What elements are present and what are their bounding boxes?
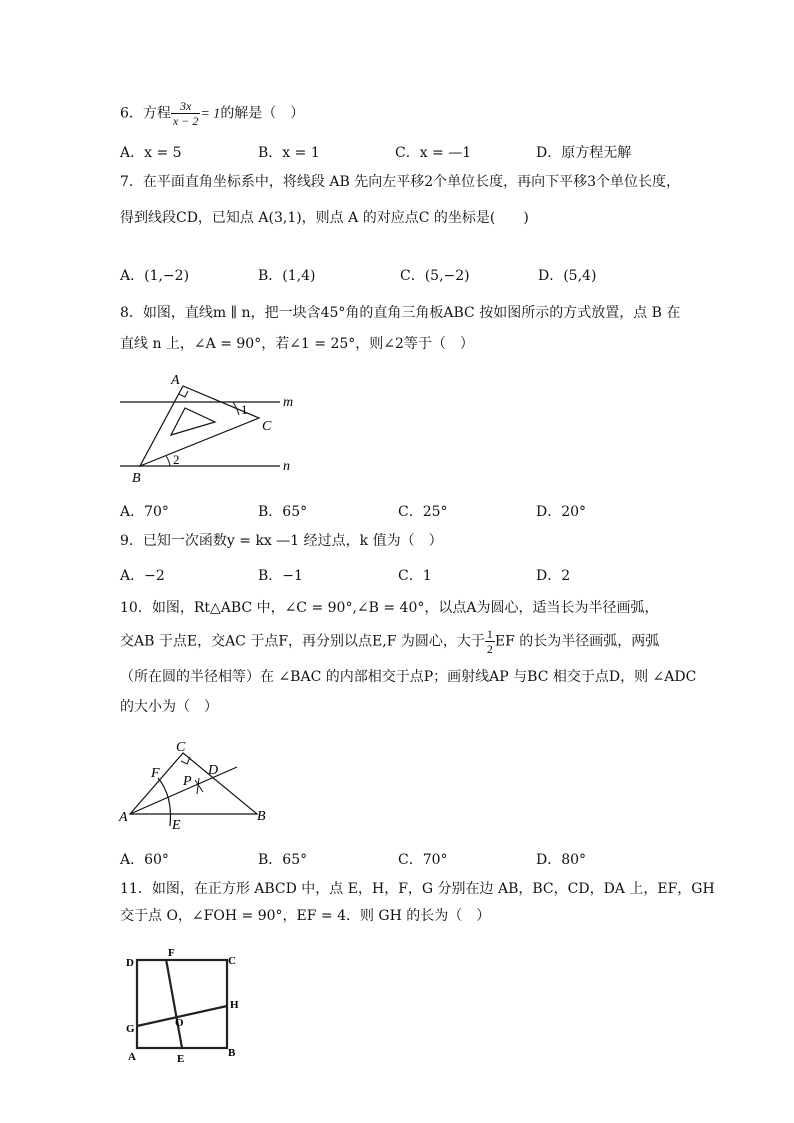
q9-option-a[interactable]: A．−2 [120, 568, 165, 584]
q10-line2-part1: 交AB 于点E，交AC 于点F，再分别以点E,F 为圆心，大于 [120, 633, 485, 650]
q8-label-m: m [283, 395, 294, 410]
q10-triangle [130, 753, 257, 814]
q10-label-b: B [257, 809, 266, 824]
q6-option-a[interactable]: A．x = 5 [120, 145, 182, 161]
q9-stem: 9．已知一次函数y = kx —1 经过点，k 值为（ ） [120, 533, 443, 549]
q10-option-b[interactable]: B．65° [258, 852, 308, 868]
q6-frac-numerator: 3x [171, 99, 200, 114]
q7-stem-line2: 得到线段CD，已知点 A(3,1)，则点 A 的对应点C 的坐标是( ) [120, 210, 529, 226]
q9-option-b[interactable]: B．−1 [258, 568, 303, 584]
q10-label-d: D [208, 763, 219, 778]
q10-stem-line2 [120, 627, 659, 656]
q6-equals: = 1 [200, 106, 221, 122]
q10-option-c[interactable]: C．70° [398, 852, 448, 868]
q10-label-a: A [119, 810, 128, 825]
q6-fraction [171, 99, 200, 128]
q11-stem-line2: 交于点 O，∠FOH = 90°，EF = 4．则 GH 的长为（ ） [120, 908, 491, 924]
q6-option-d[interactable]: D．原方程无解 [536, 145, 632, 161]
q8-angle2-arc [166, 456, 170, 466]
q6-option-c[interactable]: C．x = —1 [395, 145, 472, 161]
q7-stem-line1: 7．在平面直角坐标系中，将线段 AB 先向左平移2个单位长度，再向下平移3个单位长度， [120, 174, 681, 190]
q8-triangle-inner [171, 408, 215, 435]
q8-label-c: C [262, 419, 272, 434]
q9-option-c[interactable]: C．1 [398, 568, 432, 584]
q6-stem [120, 99, 304, 128]
q11-label-h: H [230, 999, 239, 1011]
q11-label-g: G [126, 1023, 135, 1035]
q10-arc-ef [158, 778, 171, 826]
q8-option-d[interactable]: D．20° [536, 504, 587, 520]
q10-fraction [485, 627, 495, 656]
q10-line2-part2: EF 的长为半径画弧，两弧 [494, 633, 660, 650]
q7-option-b[interactable]: B．(1,4) [258, 268, 316, 284]
q7-option-a[interactable]: A．(1,−2) [120, 268, 190, 284]
q8-label-angle1: 1 [241, 402, 248, 417]
q8-figure-triangle [115, 368, 305, 486]
q10-label-p: P [183, 774, 192, 789]
q8-label-angle2: 2 [173, 452, 180, 467]
q7-option-d[interactable]: D．(5,4) [538, 268, 597, 284]
q11-label-b: B [228, 1047, 236, 1059]
q11-label-d: D [126, 957, 134, 969]
q10-option-d[interactable]: D．80° [536, 852, 587, 868]
q8-stem-line1: 8．如图，直线m ∥ n，把一块含45°角的直角三角板ABC 按如图所示的方式放置，点 B 在 [120, 305, 681, 321]
q8-label-n: n [283, 459, 290, 474]
q11-label-a: A [128, 1051, 136, 1063]
q6-frac-denominator: x − 2 [172, 114, 199, 128]
q11-label-e: E [177, 1053, 185, 1065]
q10-frac-numerator: 1 [486, 627, 493, 641]
q6-option-b[interactable]: B．x = 1 [258, 145, 320, 161]
q10-arc-intersection-p [195, 778, 203, 794]
q11-segment-ef [166, 959, 182, 1048]
q10-stem-line1: 10．如图，Rt△ABC 中，∠C = 90°,∠B = 40°，以点A为圆心，适当长为半径画弧， [120, 600, 659, 616]
q8-stem-line2: 直线 n 上，∠A = 90°，若∠1 = 25°，则∠2等于（ ） [120, 336, 474, 352]
q8-label-a: A [171, 373, 180, 388]
q6-prefix: 6．方程 [120, 105, 171, 122]
q11-label-f: F [168, 947, 175, 959]
q10-label-f: F [151, 766, 160, 781]
q10-figure-triangle [115, 734, 275, 834]
q11-stem-line1: 11．如图，在正方形 ABCD 中，点 E，H，F，G 分别在边 AB，BC，CD，DA 上，EF，GH [120, 881, 715, 897]
q10-label-e: E [172, 818, 181, 833]
q7-option-c[interactable]: C．(5,−2) [400, 268, 470, 284]
q11-square [137, 960, 227, 1048]
q10-frac-denominator: 2 [486, 642, 493, 656]
q8-option-b[interactable]: B．65° [258, 504, 308, 520]
q10-stem-line3: （所在圆的半径相等）在 ∠BAC 的内部相交于点P；画射线AP 与BC 相交于点D，则 ∠ADC [120, 669, 697, 685]
q10-stem-line4: 的大小为（ ） [120, 699, 218, 715]
q9-option-d[interactable]: D．2 [536, 568, 571, 584]
q8-option-a[interactable]: A．70° [120, 504, 169, 520]
q10-label-c: C [176, 740, 186, 755]
q11-figure-square [122, 944, 247, 1066]
q8-option-c[interactable]: C．25° [398, 504, 448, 520]
q11-label-c: C [228, 955, 236, 967]
q8-label-b: B [132, 471, 141, 486]
q6-suffix: 的解是（ ） [220, 105, 305, 122]
q11-label-o: O [175, 1017, 184, 1029]
q10-option-a[interactable]: A．60° [120, 852, 169, 868]
